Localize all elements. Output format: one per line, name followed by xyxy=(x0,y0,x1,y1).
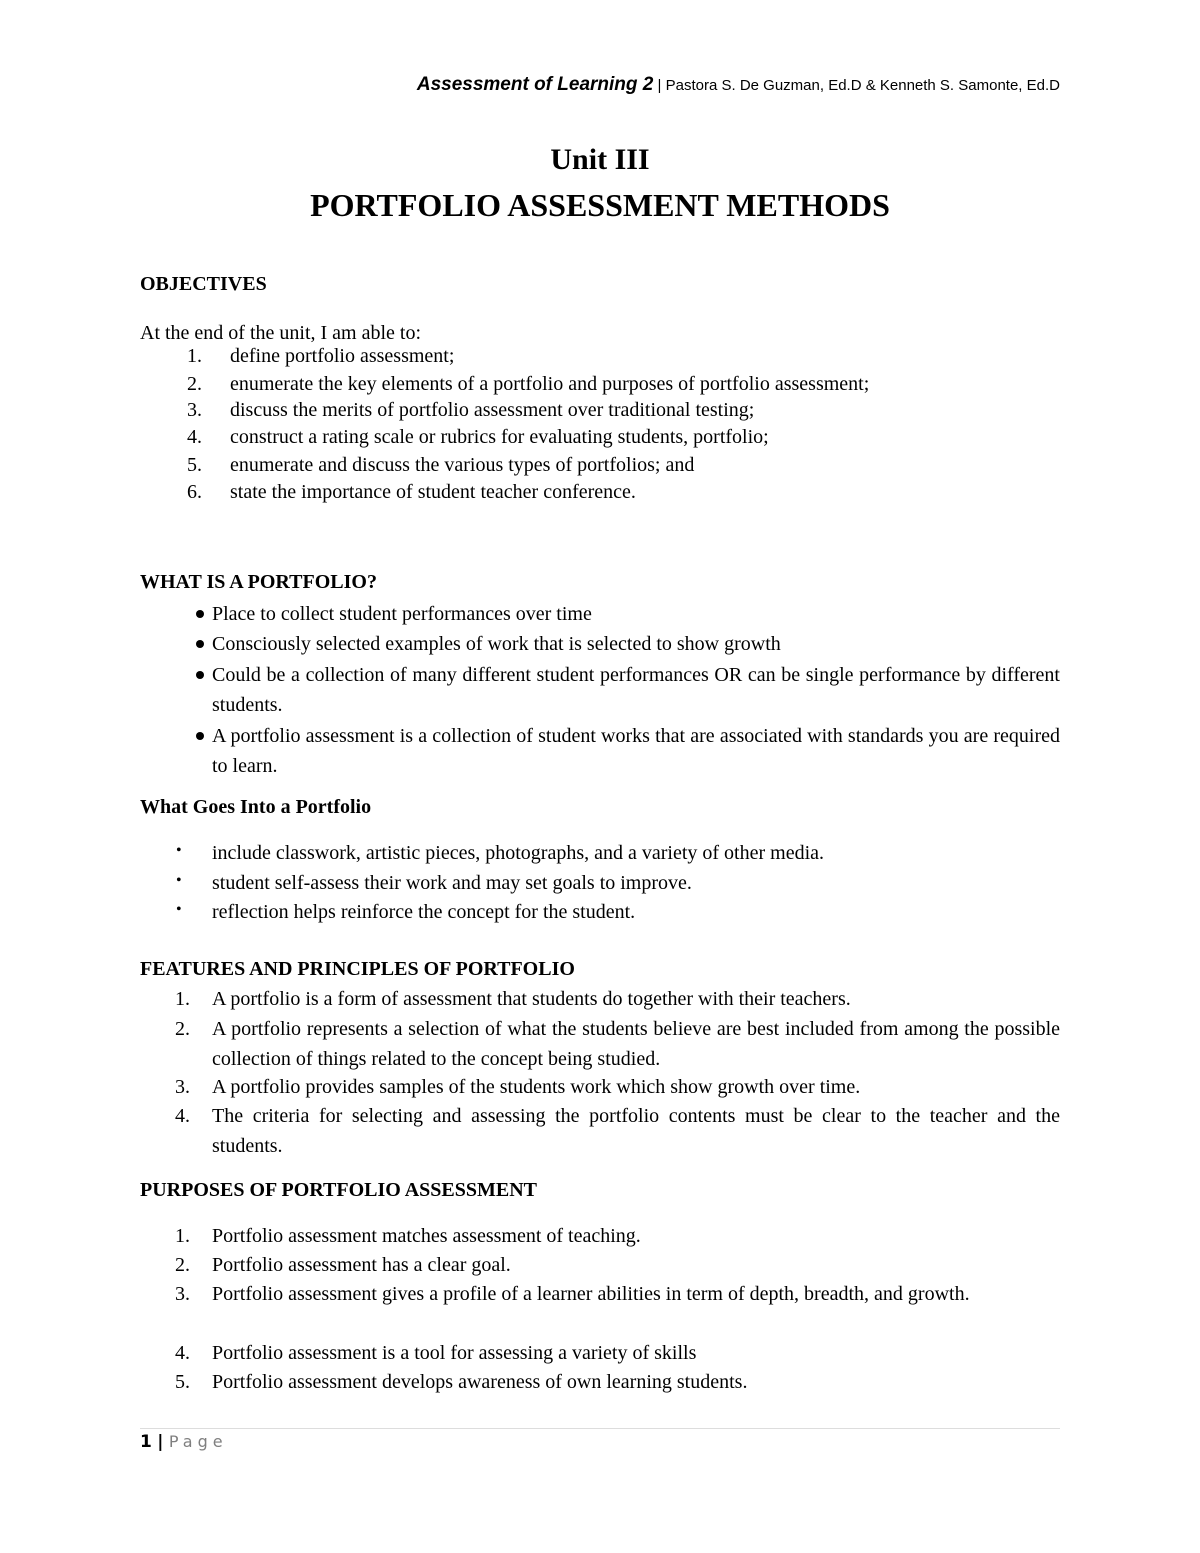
list-item xyxy=(140,1014,1060,1070)
course-title: Assessment of Learning 2 xyxy=(416,74,654,95)
list-number: 3. xyxy=(175,1076,190,1098)
bullet-icon: • xyxy=(176,842,182,859)
goes-into-heading: What Goes Into a Portfolio xyxy=(140,796,372,818)
list-item-text: The criteria for selecting and assessing the portfolio contents must be clear to the teacher and the students. xyxy=(212,1105,1060,1157)
list-item-text: Portfolio assessment has a clear goal. xyxy=(212,1254,511,1276)
list-item xyxy=(140,395,1060,425)
list-number: 1. xyxy=(175,1225,190,1247)
list-item-text: Portfolio assessment gives a profile of a learner abilities in term of depth, breadth, and growth. xyxy=(212,1283,970,1305)
page-footer xyxy=(140,1432,228,1452)
list-number: 3. xyxy=(175,1283,190,1305)
bullet-icon xyxy=(196,732,204,740)
list-item-text: reflection helps reinforce the concept for the student. xyxy=(212,901,636,923)
features-heading: FEATURES AND PRINCIPLES OF PORTFOLIO xyxy=(140,958,575,980)
list-item xyxy=(140,660,1060,716)
list-item xyxy=(140,838,1060,868)
list-item-text: discuss the merits of portfolio assessment over traditional testing; xyxy=(230,399,755,421)
list-item xyxy=(140,984,1060,1014)
list-item-text: Place to collect student performances over time xyxy=(212,603,592,625)
list-item xyxy=(140,1367,1060,1397)
header-separator: | xyxy=(657,77,662,94)
footer-separator: | xyxy=(157,1432,164,1452)
list-number: 4. xyxy=(187,426,202,448)
list-number: 4. xyxy=(175,1342,190,1364)
list-number: 5. xyxy=(175,1371,190,1393)
bullet-icon xyxy=(196,610,204,618)
footer-divider xyxy=(140,1428,1060,1429)
bullet-icon xyxy=(196,671,204,679)
authors: Pastora S. De Guzman, Ed.D & Kenneth S. Samonte, Ed.D xyxy=(665,77,1060,94)
bullet-icon: • xyxy=(176,872,182,889)
list-item-text: include classwork, artistic pieces, photographs, and a variety of other media. xyxy=(212,842,825,864)
purposes-heading: PURPOSES OF PORTFOLIO ASSESSMENT xyxy=(140,1179,537,1201)
list-number: 1. xyxy=(175,988,190,1010)
bullet-icon: • xyxy=(176,901,182,918)
list-number: 4. xyxy=(175,1105,190,1127)
what-is-heading: WHAT IS A PORTFOLIO? xyxy=(140,571,377,593)
list-item-text: Could be a collection of many different student performances OR can be single performance by different students. xyxy=(212,664,1060,716)
list-item xyxy=(140,868,1060,898)
list-number: 1. xyxy=(187,345,202,367)
objectives-heading: OBJECTIVES xyxy=(140,273,267,295)
list-item-text: Portfolio assessment matches assessment of teaching. xyxy=(212,1225,641,1247)
list-number: 6. xyxy=(187,481,202,503)
list-item xyxy=(140,1072,1060,1102)
list-item-text: A portfolio represents a selection of what the students believe are best included from among the possible collection of things related to the concept being studied. xyxy=(212,1018,1060,1070)
list-item xyxy=(140,629,1060,659)
page-label: Page xyxy=(168,1432,228,1451)
list-item xyxy=(140,1250,1060,1280)
list-item-text: define portfolio assessment; xyxy=(230,345,455,367)
page-number: 1 xyxy=(140,1432,152,1452)
list-item xyxy=(140,1279,1060,1309)
page-title: PORTFOLIO ASSESSMENT METHODS xyxy=(310,187,890,223)
list-item-text: Consciously selected examples of work that is selected to show growth xyxy=(212,633,781,655)
list-item-text: Portfolio assessment develops awareness of own learning students. xyxy=(212,1371,748,1393)
list-item xyxy=(140,341,1060,371)
list-item xyxy=(140,1101,1060,1157)
list-item-text: A portfolio is a form of assessment that students do together with their teachers. xyxy=(212,988,851,1010)
list-number: 2. xyxy=(187,373,202,395)
list-item xyxy=(140,1221,1060,1251)
list-item-text: construct a rating scale or rubrics for evaluating students, portfolio; xyxy=(230,426,769,448)
list-number: 3. xyxy=(187,399,202,421)
list-item-text: enumerate and discuss the various types of portfolios; and xyxy=(230,454,695,476)
page-header xyxy=(0,74,1060,96)
list-item xyxy=(140,1338,1060,1368)
list-item-text: state the importance of student teacher conference. xyxy=(230,481,636,503)
objectives-intro: At the end of the unit, I am able to: xyxy=(140,322,422,344)
list-item-text: A portfolio provides samples of the students work which show growth over time. xyxy=(212,1076,861,1098)
list-item xyxy=(140,422,1060,452)
list-item xyxy=(140,477,1060,507)
unit-label: Unit III xyxy=(550,143,650,176)
list-number: 5. xyxy=(187,454,202,476)
list-number: 2. xyxy=(175,1018,190,1040)
list-item xyxy=(140,721,1060,777)
list-number: 2. xyxy=(175,1254,190,1276)
list-item-text: A portfolio assessment is a collection of student works that are associated with standards you are required to learn. xyxy=(212,725,1060,777)
list-item-text: enumerate the key elements of a portfolio and purposes of portfolio assessment; xyxy=(230,373,870,395)
list-item xyxy=(140,599,1060,629)
list-item-text: Portfolio assessment is a tool for assessing a variety of skills xyxy=(212,1342,697,1364)
list-item xyxy=(140,450,1060,480)
list-item-text: student self-assess their work and may set goals to improve. xyxy=(212,872,692,894)
list-item xyxy=(140,897,1060,927)
bullet-icon xyxy=(196,640,204,648)
